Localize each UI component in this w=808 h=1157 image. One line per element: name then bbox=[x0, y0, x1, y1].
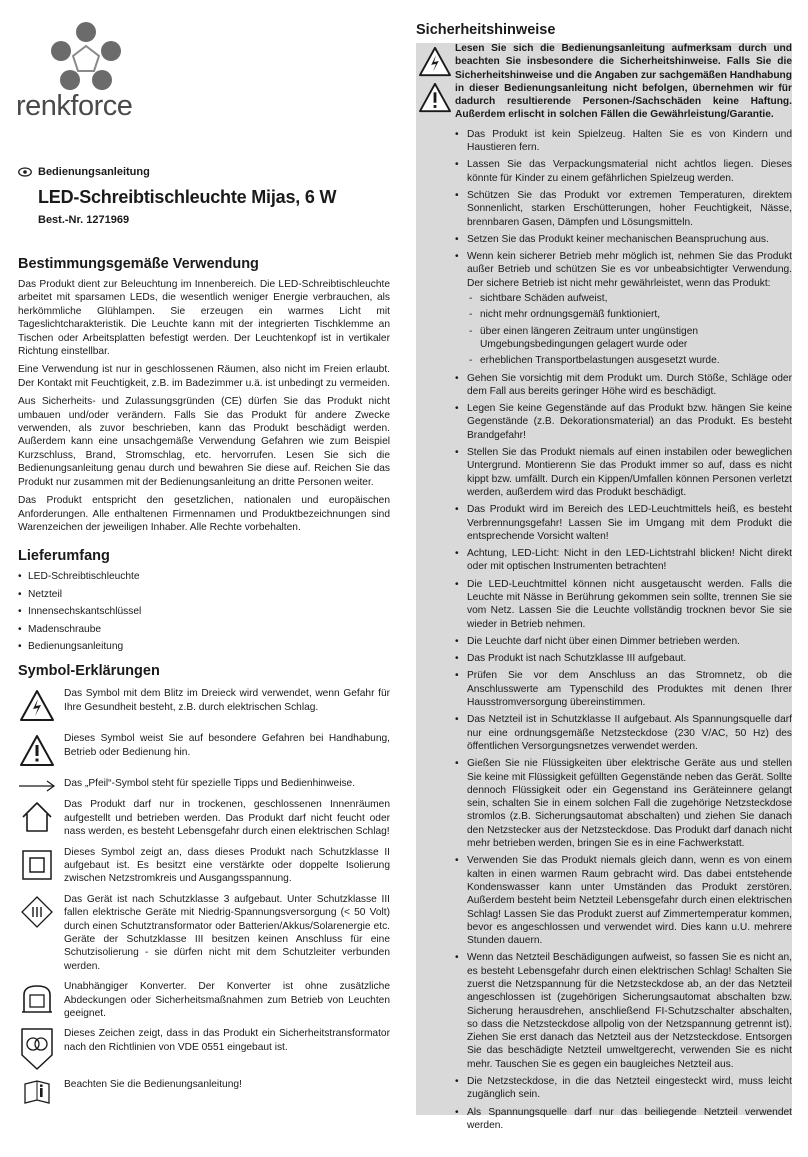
list-item: • Schützen Sie das Produkt vor extremen Temperaturen, direktem Sonnenlicht, starken Erschütterungen, hoher Feuchtigkeit, Nässe, brennbaren Gasen, Dämpfen und Lösungsmitteln. bbox=[455, 189, 792, 229]
list-item: • Achtung, LED-Licht: Nicht in den LED-Lichtstrahl blicken! Nicht direkt oder mit optischen Instrumenten betrachten! bbox=[455, 547, 792, 574]
symbol-row bbox=[18, 1078, 390, 1106]
exclamation-triangle-icon bbox=[18, 732, 56, 770]
list-item: • Bedienungsanleitung bbox=[18, 640, 390, 653]
list-item: • Stellen Sie das Produkt niemals auf einen instabilen oder beweglichen Untergrund. Montierenn Sie das Produkt immer so auf, dass es nicht kippt bzw. umfällt. Durch ein Kippen/Umfallen können Personen verletzt werden, außerdem wird das Produkt beschädigt. bbox=[455, 446, 792, 499]
list-item: • Die LED-Leuchtmittel können nicht ausgetauscht werden. Falls die Leuchte mit Nässe in Berührung gekommen sein sollte, trennen Sie sie vom Netz. Lassen Sie die Leuchte vollständig trocknen bevor Sie sie wieder in Betrieb nehmen. bbox=[455, 578, 792, 631]
symbol-row bbox=[18, 777, 390, 795]
scope-list bbox=[18, 570, 390, 653]
list-item: • Das Produkt ist nach Schutzklasse III aufgebaut. bbox=[455, 652, 792, 665]
sub-list-item: - nicht mehr ordnungsgemäß funktioniert, bbox=[467, 308, 792, 321]
safety-content bbox=[455, 42, 792, 1136]
list-item: • Gießen Sie nie Flüssigkeiten über elektrische Geräte aus und stellen Sie keine mit Flüssigkeit gefüllten Gegenstände neben das Gerät. Sollte dennoch Flüssigkeit oder ein Gegenstand ins Geräteinnere gelangt sein, schalten Sie in einem solchen Fall die zugehörige Netzsteckdose stromlos (z.B. Sicherungsautomat abschalten) und ziehen Sie danach den Netzstecker aus der Netzsteckdose. Das Produkt darf danach nicht mehr betrieben werden, bringen Sie es in eine Fachwerkstatt. bbox=[455, 757, 792, 850]
symbol-description: Das „Pfeil“-Symbol steht für spezielle Tipps und Bedienhinweise. bbox=[64, 778, 356, 790]
doc-type-label: Bedienungsanleitung bbox=[38, 166, 150, 178]
list-item: • Legen Sie keine Gegenstände auf das Produkt bzw. hängen Sie keine Gegenstände (z.B. Dekorationsmaterial) an das Produkt. Es besteht Brandgefahr! bbox=[455, 402, 792, 442]
house-icon bbox=[18, 798, 56, 836]
list-item: • Madenschraube bbox=[18, 623, 390, 636]
list-item: • Prüfen Sie vor dem Anschluss an das Stromnetz, ob die Anschlusswerte am Typenschild des Produktes mit denen Ihrer Hausstromversorgung übereinstimmen. bbox=[455, 669, 792, 709]
intended-use-heading: Bestimmungsgemäße Verwendung bbox=[18, 256, 259, 272]
symbol-row bbox=[18, 980, 390, 1020]
intended-use-paragraph: Aus Sicherheits- und Zulassungsgründen (CE) dürfen Sie das Produkt nicht umbauen und/oder verändern. Falls Sie das Produkt für andere Zwecke verwenden, als zuvor beschrieben, kann das Produkt beschädigt werden. Außerdem kann eine unsachgemäße Verwendung Gefahren wie zum Beispiel Kurzschluss, Brand, Stromschlag, etc. hervorrufen. Lesen Sie sich die Bedienungsanleitung genau durch und bewahren Sie diese auf. Reichen Sie das Produkt nur zusammen mit der Bedienungsanleitung an dritte Personen weiter. bbox=[18, 396, 390, 488]
sub-list bbox=[467, 292, 792, 367]
protection-class-3-icon bbox=[18, 893, 56, 931]
intended-use-paragraph: Eine Verwendung ist nur in geschlossenen Räumen, also nicht im Freien erlaubt. Der Kontakt mit Feuchtigkeit, z.B. im Badezimmer u.ä. ist unbedingt zu vermeiden. bbox=[18, 364, 391, 389]
list-item: • LED-Schreibtischleuchte bbox=[18, 570, 390, 583]
list-item: • Netzteil bbox=[18, 588, 390, 601]
list-item: • Die Netzsteckdose, in die das Netzteil eingesteckt wird, muss leicht zugänglich sein. bbox=[455, 1075, 792, 1102]
symbol-description: Beachten Sie die Bedienungsanleitung! bbox=[64, 1079, 242, 1091]
arrow-right-icon bbox=[18, 777, 56, 795]
list-item-text: Wenn kein sicherer Betrieb mehr möglich ist, nehmen Sie das Produkt außer Betrieb und schützen Sie es vor unbeabsichtigter Verwendung. Der sichere Betrieb ist nicht mehr gewährleistet, wenn das Produkt: bbox=[467, 251, 792, 289]
symbol-description: Dieses Symbol zeigt an, dass dieses Produkt nach Schutzklasse II aufgebaut ist. Es besitzt eine verstärkte oder doppelte Isolierung zwischen Netzstromkreis und Ausgangsspannung. bbox=[64, 846, 390, 885]
list-item: • Verwenden Sie das Produkt niemals gleich dann, wenn es von einem kalten in einen warmen Raum gebracht wird. Das dabei entstehende Kondenswasser kann unter Umständen das Produkt zerstören. Außerdem besteht beim Netzteil Lebensgefahr durch einen elektrischen Schlag! Lassen Sie das Produkt zuerst auf Zimmertemperatur kommen, bevor es angeschlossen und verwendet wird. Dies kann u.U. mehrere Stunden dauern. bbox=[455, 854, 792, 947]
lightning-triangle-icon bbox=[418, 46, 452, 78]
doc-type bbox=[18, 166, 150, 178]
safety-transformer-icon bbox=[18, 1027, 56, 1071]
intended-use-paragraph: Das Produkt dient zur Beleuchtung im Innenbereich. Die LED-Schreibtischleuchte arbeitet mit sparsamen LEDs, die wesentlich weniger Energie verbrauchen, als herkömmliche Glühlampen. Sie erzeugen ein warmes Licht mit Tageslichtcharakteristik. Die Leuchte kann mit der integrierten Tischklemme an Tischen oder Arbeitsplatten befestigt werden. Der Leuchtenkopf ist in vertikaler Richtung einstellbar. bbox=[18, 279, 390, 358]
sub-list-item: - über einen längeren Zeitraum unter ungünstigen Umgebungsbedingungen gelagert wurde oder bbox=[467, 325, 792, 352]
list-item: • Das Netzteil ist in Schutzklasse II aufgebaut. Als Spannungsquelle darf nur eine ordnungsgemäße Netzsteckdose (230 V/AC, 50 Hz) des öffentlichen Versorgungsnetzes verwendet werden. bbox=[455, 713, 792, 753]
symbols-heading: Symbol-Erklärungen bbox=[18, 663, 160, 680]
sub-list-item: - erheblichen Transportbelastungen ausgesetzt wurde. bbox=[467, 354, 792, 367]
symbol-row bbox=[18, 846, 390, 886]
list-item: • Das Produkt ist kein Spielzeug. Halten Sie es von Kindern und Haustieren fern. bbox=[455, 128, 792, 155]
list-item: • Setzen Sie das Produkt keiner mechanischen Beanspruchung aus. bbox=[455, 233, 792, 246]
list-item: • Wenn das Netzteil Beschädigungen aufweist, so fassen Sie es nicht an, es besteht Lebensgefahr durch einen elektrischen Schlag! Schalten Sie zuerst die Netzspannung für die Netzsteckdose ab, an der das Netzteil angeschlossen ist (zugehörigen Sicherungsautomat abschalten bzw. Sicherung herausdrehen, anschließend FI-Schutzschalter abschalten, so dass die Netzsteckdose allpolig von der Netzspannung getrennt ist). Ziehen Sie erst danach das Netzteil aus der Netzsteckdose. Entsorgen Sie das beschädigte Netzteil umweltgerecht, verwenden Sie es nicht mehr. Tauschen Sie es gegen ein baugleiches Netzteil aus. bbox=[455, 951, 792, 1071]
symbol-row bbox=[18, 687, 390, 725]
safety-heading: Sicherheitshinweise bbox=[416, 22, 556, 38]
scope-heading: Lieferumfang bbox=[18, 548, 110, 565]
symbol-description: Das Symbol mit dem Blitz im Dreieck wird verwendet, wenn Gefahr für Ihre Gesundheit besteht, z.B. durch elektrischen Schlag. bbox=[64, 688, 390, 713]
symbol-row bbox=[18, 893, 390, 973]
sub-list-item: - sichtbare Schäden aufweist, bbox=[467, 292, 792, 305]
document-title: LED-Schreibtischleuchte Mijas, 6 W bbox=[38, 187, 337, 207]
list-item: • Die Leuchte darf nicht über einen Dimmer betrieben werden. bbox=[455, 635, 792, 648]
list-item: • Als Spannungsquelle darf nur das beiliegende Netzteil verwendet werden. bbox=[455, 1106, 792, 1133]
order-number: Best.-Nr. 1271969 bbox=[38, 214, 130, 226]
list-item: • Gehen Sie vorsichtig mit dem Produkt um. Durch Stöße, Schläge oder dem Fall aus bereits geringer Höhe wird es beschädigt. bbox=[455, 372, 792, 399]
symbol-description: Das Gerät ist nach Schutzklasse 3 aufgebaut. Unter Schutzklasse III fallen elektrische Geräte mit Niedrig-Spannungsversorgung (< 50 Volt) durch einen Schutztransformator oder Batterien/Akkus/Solarenergie etc. Geräte der Schutzklasse III besitzen keinen Anschluss für eine Schutzisolierung - sie dürfen nicht mit dem Schutzleiter verbunden werden. bbox=[64, 893, 390, 972]
read-manual-icon bbox=[18, 1078, 56, 1106]
list-item: • Das Produkt wird im Bereich des LED-Leuchtmittels heiß, es besteht Verbrennungsgefahr! Lassen Sie im Umgang mit dem Produkt die entsprechende Vorsicht walten! bbox=[455, 503, 792, 543]
left-column bbox=[18, 250, 390, 1113]
symbol-row bbox=[18, 732, 390, 770]
symbol-description: Das Produkt darf nur in trockenen, geschlossenen Innenräumen aufgestellt und betrieben werden. Das Produkt darf nicht feucht oder nass werden, es besteht Lebensgefahr durch einen elektrischen Schlag! bbox=[64, 799, 390, 838]
symbol-description: Dieses Symbol weist Sie auf besondere Gefahren bei Handhabung, Betrieb oder Bedienung hin. bbox=[64, 733, 390, 758]
symbol-description: Dieses Zeichen zeigt, dass in das Produkt ein Sicherheitstransformator nach den Richtlinien von VDE 0551 eingebaut ist. bbox=[64, 1028, 390, 1053]
list-item bbox=[455, 250, 792, 367]
warning-icons bbox=[417, 44, 453, 114]
symbol-description: Unabhängiger Konverter. Der Konverter ist ohne zusätzliche Abdeckungen oder Sicherheitsmaßnahmen zum Betrieb von Leuchten geeignet. bbox=[64, 981, 390, 1020]
list-item: • Lassen Sie das Verpackungsmaterial nicht achtlos liegen. Dieses könnte für Kinder zu einem gefährlichen Spielzeug werden. bbox=[455, 158, 792, 185]
list-item: • Innensechskantschlüssel bbox=[18, 605, 390, 618]
eye-icon bbox=[18, 167, 32, 177]
symbol-row bbox=[18, 798, 390, 838]
independent-converter-icon bbox=[18, 980, 56, 1018]
protection-class-2-icon bbox=[18, 846, 56, 884]
lightning-triangle-icon bbox=[18, 687, 56, 725]
safety-intro: Lesen Sie sich die Bedienungsanleitung aufmerksam durch und beachten Sie insbesondere die Sicherheitshinweise. Falls Sie die Sicherheitshinweise und die Angaben zur sachgemäßen Handhabung in dieser Bedienungsanleitung nicht befolgen, übernehmen wir für dadurch resultierende Personen-/Sachschäden keine Haftung. Außerdem erlischt in solchen Fällen die Gewährleistung/Garantie. bbox=[455, 43, 792, 121]
safety-list bbox=[455, 128, 792, 1132]
symbol-row bbox=[18, 1027, 390, 1071]
intended-use-paragraph: Das Produkt entspricht den gesetzlichen, nationalen und europäischen Anforderungen. Alle enthaltenen Firmennamen und Produktbezeichnungen sind Warenzeichen der jeweiligen Inhaber. Alle Rechte vorbehalten. bbox=[18, 495, 390, 533]
exclamation-triangle-icon bbox=[418, 82, 452, 114]
brand-name: renkforce bbox=[16, 90, 133, 122]
